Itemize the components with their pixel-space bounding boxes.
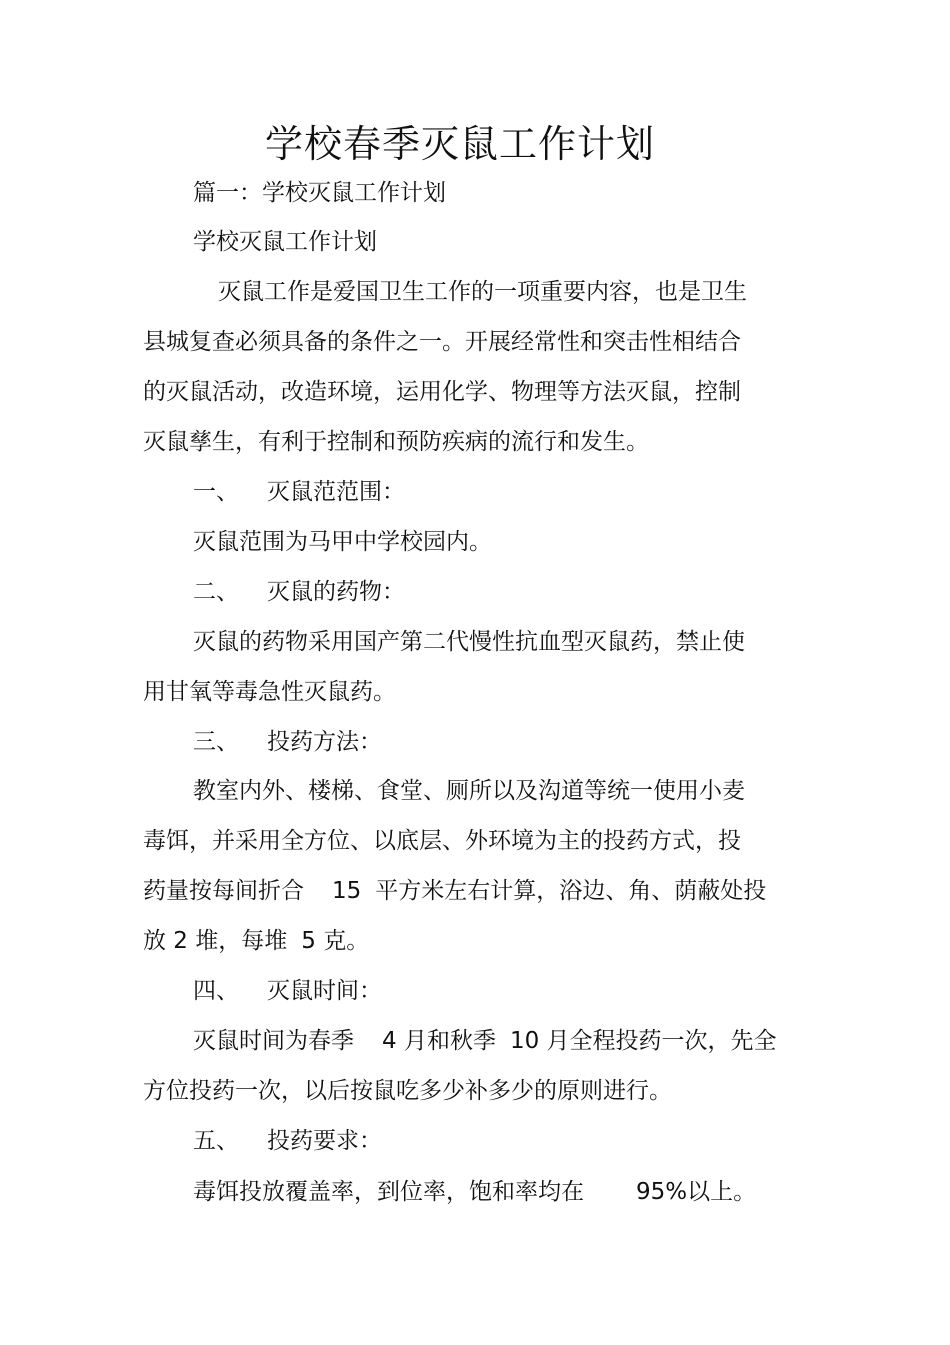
paragraph-line: 县城复查必须具备的条件之一。开展经常性和突击性相结合 <box>143 329 741 355</box>
paragraph-line: 灭鼠范围为马甲中学校园内。 <box>193 529 492 555</box>
paragraph-line: 灭鼠的药物采用国产第二代慢性抗血型灭鼠药，禁止使 <box>193 629 745 655</box>
paragraph-line: 灭鼠孳生，有利于控制和预防疾病的流行和发生。 <box>143 429 649 455</box>
section-title: 灭鼠的药物： <box>267 579 405 605</box>
paragraph-line: 灭鼠时间为春季 4 月和秋季 10 月全程投药一次，先全 <box>193 1028 777 1054</box>
paragraph-line: 放 2 堆，每堆 5 克。 <box>143 928 370 954</box>
section-number: 四、 <box>193 978 239 1004</box>
paragraph-line: 灭鼠工作是爱国卫生工作的一项重要内容，也是卫生 <box>218 279 747 305</box>
paragraph-line: 毒饵，并采用全方位、以底层、外环境为主的投药方式，投 <box>143 828 741 854</box>
paragraph-line: 的灭鼠活动，改造环境，运用化学、物理等方法灭鼠，控制 <box>143 379 741 405</box>
section-heading-2 <box>193 577 405 607</box>
paragraph-line: 教室内外、楼梯、食堂、厕所以及沟道等统一使用小麦 <box>193 778 745 804</box>
heading-line: 学校灭鼠工作计划 <box>193 229 377 255</box>
subtitle-line: 篇一：学校灭鼠工作计划 <box>193 180 446 206</box>
page-title: 学校春季灭鼠工作计划 <box>264 122 655 166</box>
section-heading-4 <box>193 976 382 1006</box>
section-heading-3 <box>193 727 382 757</box>
section-number: 一、 <box>193 479 239 505</box>
section-number: 三、 <box>193 729 239 755</box>
section-title: 灭鼠范范围： <box>267 479 405 505</box>
section-title: 投药要求： <box>267 1128 382 1154</box>
section-number: 二、 <box>193 579 239 605</box>
section-title: 投药方法： <box>267 729 382 755</box>
paragraph-line: 方位投药一次，以后按鼠吃多少补多少的原则进行。 <box>143 1078 672 1104</box>
section-heading-1 <box>193 477 405 507</box>
paragraph-line: 用甘氧等毒急性灭鼠药。 <box>143 679 396 705</box>
section-title: 灭鼠时间： <box>267 978 382 1004</box>
section-number: 五、 <box>193 1128 239 1154</box>
paragraph-line: 药量按每间折合 15 平方米左右计算，浴边、角、荫蔽处投 <box>143 878 767 904</box>
section-heading-5 <box>193 1126 382 1156</box>
paragraph-line: 毒饵投放覆盖率，到位率，饱和率均在 95%以上。 <box>193 1179 757 1205</box>
